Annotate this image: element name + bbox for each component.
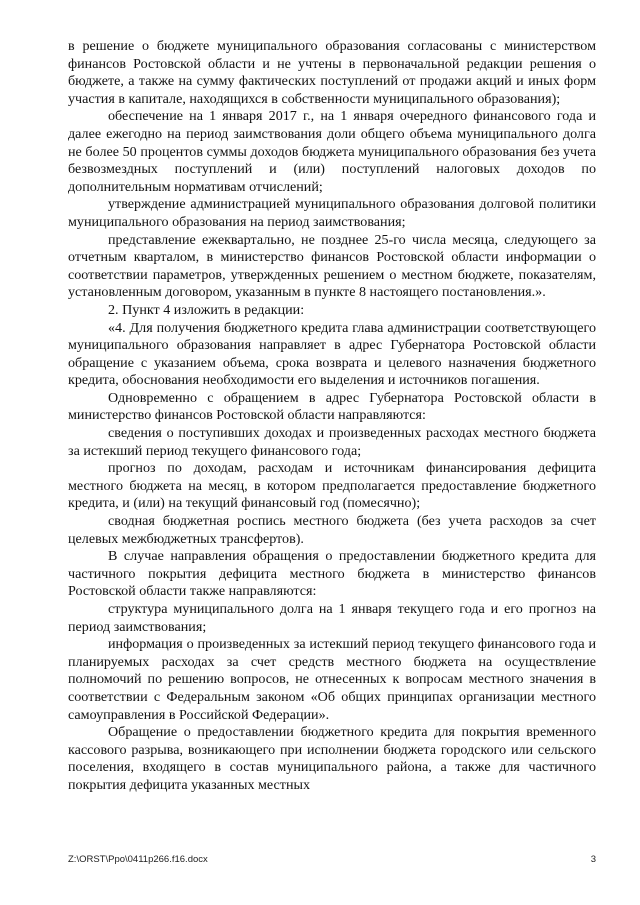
paragraph: прогноз по доходам, расходам и источникам финансирования дефицита местного бюджета на месяц, в котором предполагается предоставление бюджетного кредита, и (или) на текущий финансовый год (помесячно); bbox=[68, 460, 596, 512]
paragraph: в решение о бюджете муниципального образования согласованы с министерством финансов Ростовской области и не учтены в первоначальной редакции решения о бюджете, а также на сумму фактических поступлений от продажи акций и иных форм участия в капитале, находящихся в собственности муниципального образования); bbox=[68, 38, 596, 107]
paragraph: 2. Пункт 4 изложить в редакции: bbox=[108, 301, 305, 318]
paragraph: структура муниципального долга на 1 января текущего года и его прогноз на период заимствования; bbox=[68, 601, 596, 635]
paragraph: информация о произведенных за истекший период текущего финансового года и планируемых расходах за счет средств местного бюджета на осуществление полномочий по решению вопросов, не отнесенных к вопросам местного значения в соответствии с Федеральным законом «Об общих принципах организации местного самоуправления в Российской Федерации». bbox=[68, 636, 596, 723]
paragraph: В случае направления обращения о предоставлении бюджетного кредита для частичного покрытия дефицита местного бюджета в министерство финансов Ростовской области также направляются: bbox=[68, 548, 596, 600]
paragraph: представление ежеквартально, не позднее 25-го числа месяца, следующего за отчетным кварталом, в министерство финансов Ростовской области информации о соответствии параметров, утвержденных решением о местном бюджете, показателям, установленным договором, указанным в пункте 8 настоящего постановления.». bbox=[68, 231, 596, 301]
file-path: Z:\ORST\Ppo\0411p266.f16.docx bbox=[68, 854, 208, 865]
paragraph: сведения о поступивших доходах и произведенных расходах местного бюджета за истекший период текущего финансового года; bbox=[68, 425, 596, 459]
paragraph: Обращение о предоставлении бюджетного кредита для покрытия временного кассового разрыва, возникающего при исполнении бюджета городского или сельского поселения, входящего в состав муниципального района, а также для частичного покрытия дефицита указанных местных bbox=[68, 724, 596, 793]
paragraph: обеспечение на 1 января 2017 г., на 1 января очередного финансового года и далее ежегодно на период заимствования доли общего объема муниципального долга не более 50 процентов суммы доходов бюджета муниципального образования без учета безвозмездных поступлений и (или) поступлений налоговых доходов по дополнительным нормативам отчислений; bbox=[68, 108, 596, 195]
page-number: 3 bbox=[590, 854, 596, 865]
page-footer bbox=[68, 854, 596, 865]
paragraph: утверждение администрацией муниципального образования долговой политики муниципального образования на период заимствования; bbox=[68, 196, 596, 230]
paragraph: «4. Для получения бюджетного кредита глава администрации соответствующего муниципального образования направляет в адрес Губернатора Ростовской области обращение с указанием объема, срока возврата и целевого назначения бюджетного кредита, обоснования необходимости его выделения и источников погашения. bbox=[68, 319, 596, 389]
paragraph: сводная бюджетная роспись местного бюджета (без учета расходов за счет целевых межбюджетных трансфертов). bbox=[68, 513, 596, 547]
document-body bbox=[68, 38, 596, 795]
paragraph: Одновременно с обращением в адрес Губернатора Ростовской области в министерство финансов Ростовской области направляются: bbox=[68, 389, 596, 424]
